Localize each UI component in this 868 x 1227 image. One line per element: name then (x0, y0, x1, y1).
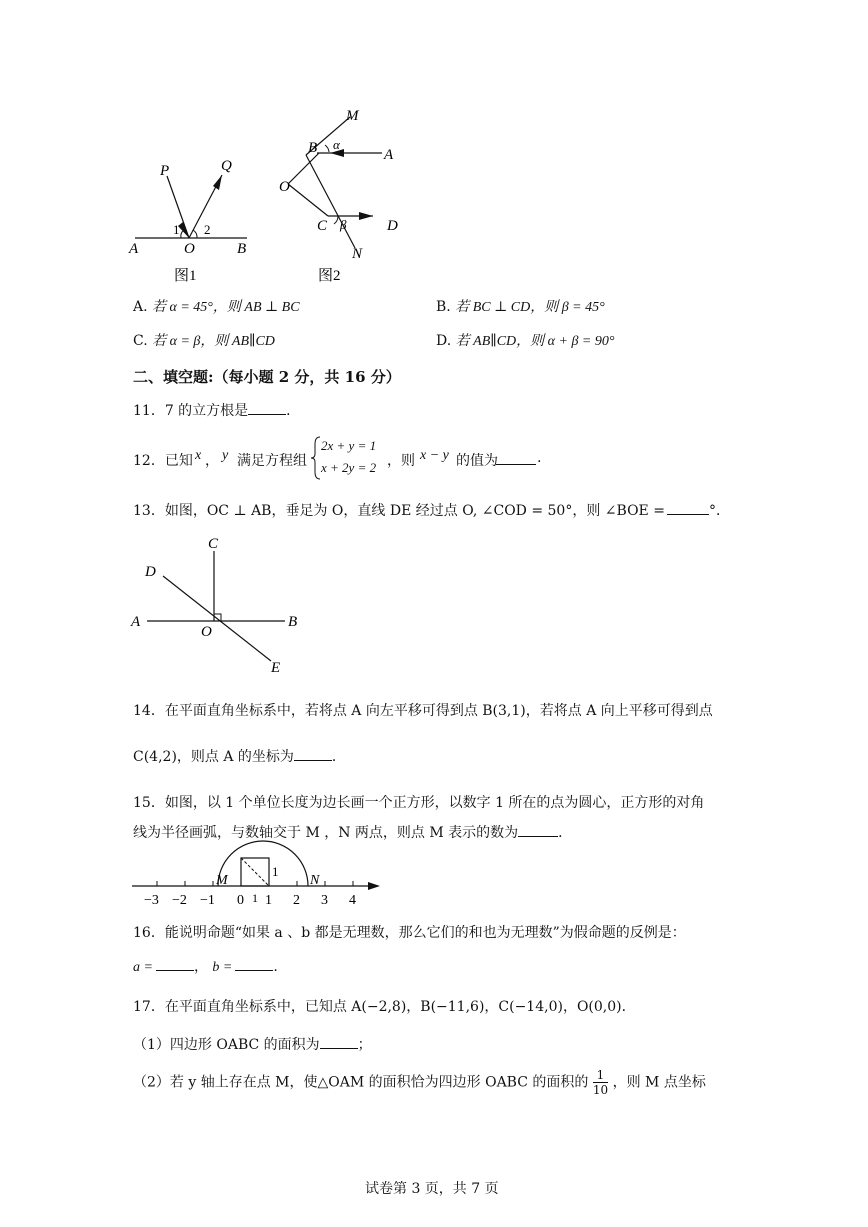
q12-brace (311, 436, 321, 480)
fig2-label-N: N (352, 246, 363, 262)
fig1-label-A: A (129, 241, 139, 257)
q14-blank (294, 746, 332, 761)
question-14-line1: 14．在平面直角坐标系中，若将点 A 向左平移可得到点 B(3,1)，若将点 A 向上平移可得到点 (133, 703, 713, 719)
option-B-text: 若 BC ⊥ CD，则 β = 45° (455, 300, 605, 315)
q13-figure (125, 530, 305, 680)
q12-period: . (537, 450, 542, 466)
q11-text: 11．7 的立方根是 (133, 403, 249, 419)
fig2-label-M: M (346, 108, 359, 124)
fig2-label-C: C (317, 218, 328, 234)
fig2-label-D: D (387, 218, 398, 234)
question-16-line1: 16．能说明命题“如果 a 、b 都是无理数，那么它们的和也为无理数”为假命题的反例是： (133, 925, 686, 941)
section-title: 二、填空题:（每小题 2 分，共 16 分） (133, 368, 401, 386)
q12-suffix: 的值为 (456, 453, 498, 469)
question-16-line2: a = ， b = . (133, 956, 278, 976)
q17-sub1-text: （1）四边形 OABC 的面积为 (133, 1037, 320, 1053)
q15-line2-text: 线为半径画弧，与数轴交于 M ，N 两点，则点 M 表示的数为 (133, 825, 519, 841)
option-D (436, 330, 614, 350)
option-C (133, 330, 275, 350)
fig2-label-beta: β (340, 217, 347, 232)
label-one-inside: 1 (252, 891, 258, 905)
fig1-label-B: B (237, 241, 247, 257)
fig1-label-Q: Q (221, 158, 232, 174)
question-17-line1: 17．在平面直角坐标系中，已知点 A(−2,8)，B(−11,6)，C(−14,0)，O(0,0)． (133, 999, 636, 1015)
q16-blank-a (156, 956, 194, 971)
tick-2: 2 (293, 893, 300, 908)
tick-neg3: −3 (144, 893, 159, 908)
q12-eq2: x + 2y = 2 (321, 460, 377, 475)
label-M: M (216, 873, 228, 888)
question-11: 11．7 的立方根是 ． (133, 400, 300, 420)
tick-1: 1 (265, 893, 272, 908)
tick-neg2: −2 (172, 893, 187, 908)
q12-after: ，则 (387, 453, 415, 469)
tick-0: 0 (237, 893, 244, 908)
option-C-text: 若 α = β，则 AB∥CD (152, 334, 275, 349)
fig1-label-P: P (160, 163, 170, 179)
option-A-letter: A. (133, 299, 148, 315)
option-C-letter: C. (133, 333, 148, 349)
q16-blank-b (235, 956, 273, 971)
question-17-sub2 (133, 1068, 706, 1097)
question-15-line2: 线为半径画弧，与数轴交于 M ，N 两点，则点 M 表示的数为 ． (133, 822, 572, 842)
q13-unit: °． (708, 503, 730, 519)
q12-blank (496, 450, 536, 465)
option-B-letter: B. (436, 299, 451, 315)
label-N: N (310, 873, 320, 888)
tick-3: 3 (321, 893, 328, 908)
fig2-caption: 图2 (318, 268, 341, 284)
question-14-line2: C(4,2)，则点 A 的坐标为 ． (133, 746, 346, 766)
option-A-text: 若 α = 45°，则 AB ⊥ BC (152, 300, 300, 315)
q16-a: a = (133, 960, 153, 975)
q17-frac-den: 10 (592, 1083, 609, 1097)
q11-blank (248, 400, 286, 415)
q17-fraction (593, 1068, 608, 1097)
q15-blank (518, 822, 558, 837)
question-17-sub1: （1）四边形 OABC 的面积为 ； (133, 1034, 372, 1054)
q17-blank (320, 1034, 358, 1049)
label-one-side: 1 (272, 864, 279, 879)
q12-prefix: 12．已知 (133, 453, 193, 469)
fig1-label-1: 1 (173, 222, 180, 237)
fig1-caption: 图1 (174, 268, 197, 284)
fig2-label-alpha: α (333, 137, 340, 152)
q13-label-C: C (208, 536, 219, 552)
option-D-text: 若 AB∥CD，则 α + β = 90° (455, 334, 615, 349)
q14-line2-text: C(4,2)，则点 A 的坐标为 (133, 749, 294, 765)
fig1-label-2: 2 (204, 222, 211, 237)
q17-sub2-pre: （2）若 y 轴上存在点 M，使△OAM 的面积恰为四边形 OABC 的面积的 (133, 1074, 589, 1091)
option-A (133, 296, 300, 316)
q13-label-O: O (201, 624, 212, 640)
q17-sub2-post: ，则 M 点坐标 (612, 1074, 706, 1091)
option-B (436, 296, 605, 316)
q13-label-E: E (271, 660, 281, 676)
q13-label-A: A (131, 614, 141, 630)
q12-comma: ， (205, 453, 219, 469)
q15-number-line (128, 840, 388, 910)
q16-b: b = (212, 960, 233, 975)
question-13 (133, 500, 730, 520)
q13-label-B: B (288, 614, 298, 630)
q12-x: x (195, 448, 202, 463)
fig2-label-A: A (384, 147, 394, 163)
option-D-letter: D. (436, 333, 452, 349)
q13-text: 13．如图，OC ⊥ AB，垂足为 O，直线 DE 经过点 O, ∠COD = 50°，则 ∠BOE = (133, 503, 665, 519)
fig2-label-O: O (279, 179, 290, 195)
q17-frac-num: 1 (593, 1068, 608, 1083)
figure-1 (125, 150, 265, 290)
fig2-label-B: B (308, 140, 318, 156)
q12-middle: 满足方程组 (237, 453, 307, 469)
q13-blank (667, 500, 709, 515)
page-footer: 试卷第 3 页，共 7 页 (365, 1181, 499, 1197)
q13-label-D: D (145, 564, 156, 580)
q12-eq1: 2x + y = 1 (321, 438, 377, 453)
q12-y: y (222, 448, 229, 463)
question-15-line1: 15．如图，以 1 个单位长度为边长画一个正方形，以数字 1 所在的点为圆心，正方形的对角 (133, 795, 705, 811)
tick-4: 4 (349, 893, 356, 908)
tick-neg1: −1 (200, 893, 215, 908)
figure-2 (270, 100, 420, 285)
fig1-label-O: O (184, 241, 195, 257)
q12-expr: x − y (420, 448, 449, 463)
